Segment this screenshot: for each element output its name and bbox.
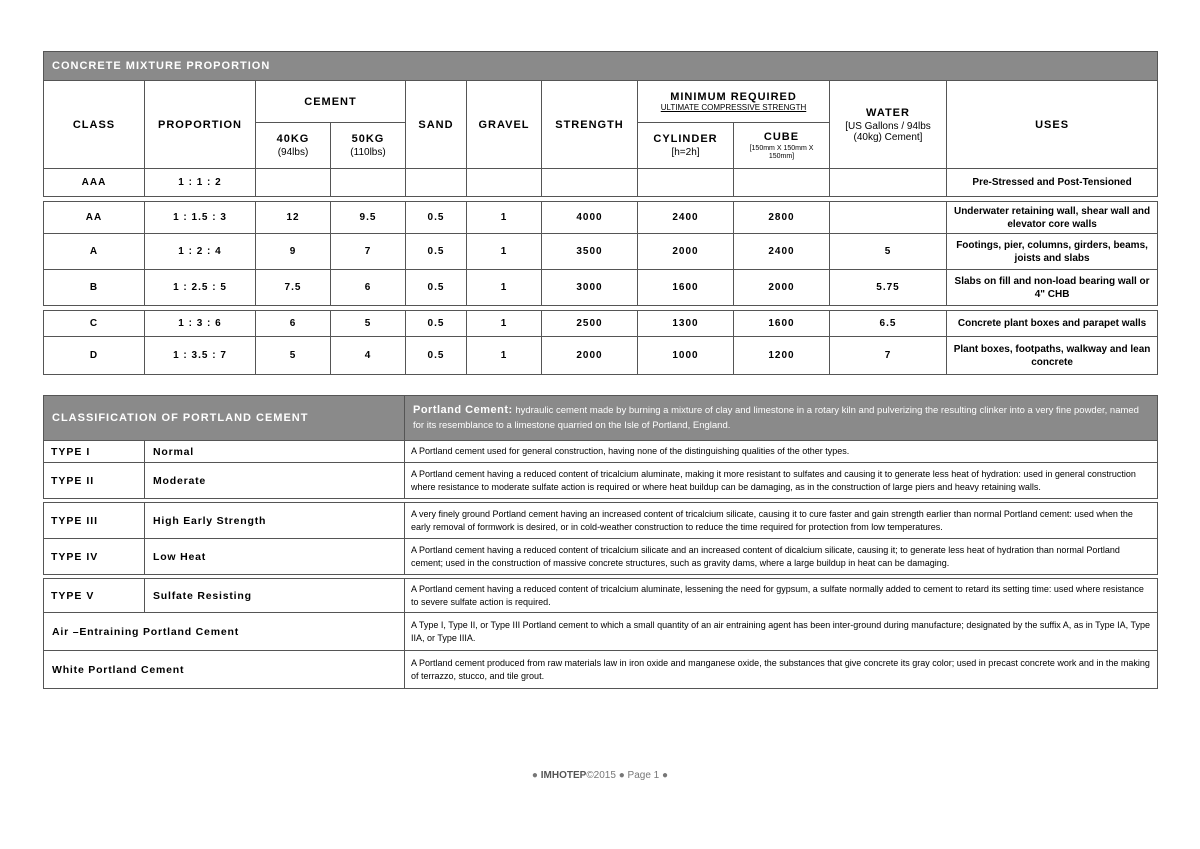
header-strength: STRENGTH <box>542 81 638 169</box>
class-cell: AA <box>44 202 145 234</box>
cube-sub: [150mm X 150mm X 150mm] <box>749 144 814 160</box>
type-name: Low Heat <box>145 539 405 575</box>
type-label: TYPE III <box>44 503 145 539</box>
cement-50kg-label: 50KG <box>351 133 385 145</box>
special-cement-description: A Type I, Type II, or Type III Portland cement to which a small quantity of an air entraining agent has been inter-ground during manufacture; designated by the suffix A, as in Type IA, Type IIA, or Type IIIA. <box>405 613 1158 651</box>
header-cement: CEMENT <box>256 81 406 123</box>
type-description: A Portland cement having a reduced content of tricalcium aluminate, making it more resistant to sulfates and causing it to generate less heat of hydration: used in general construction where resistance to moderate sulfate action is required or where heat buildup can be damaging, as in the construction of large piers and heavy retaining walls. <box>405 463 1158 499</box>
type-name: Moderate <box>145 463 405 499</box>
bullet-icon: ● <box>618 770 625 781</box>
special-cement-name: Air –Entraining Portland Cement <box>44 613 405 651</box>
strength-cell: 3500 <box>542 234 638 270</box>
list-item <box>44 651 1158 689</box>
water-cell: 5 <box>830 234 947 270</box>
gravel-cell: 1 <box>467 202 542 234</box>
uses-cell: Concrete plant boxes and parapet walls <box>947 311 1158 337</box>
gravel-cell: 1 <box>467 311 542 337</box>
type-name: High Early Strength <box>145 503 405 539</box>
type-label: TYPE I <box>44 441 145 463</box>
strength-cell: 2000 <box>542 337 638 375</box>
cement-50kg-cell: 5 <box>331 311 406 337</box>
header-cement-50kg <box>331 123 406 169</box>
type-label: TYPE IV <box>44 539 145 575</box>
cement-50kg-cell: 9.5 <box>331 202 406 234</box>
header-sand: SAND <box>406 81 467 169</box>
uses-cell: Underwater retaining wall, shear wall and elevator core walls <box>947 202 1158 234</box>
header-gravel: GRAVEL <box>467 81 542 169</box>
cement-50kg-sub: (110lbs) <box>350 147 386 158</box>
footer-page-number: Page 1 <box>627 770 660 781</box>
gravel-cell: 1 <box>467 270 542 306</box>
uses-cell: Plant boxes, footpaths, walkway and lean concrete <box>947 337 1158 375</box>
cylinder-sub: [h=2h] <box>671 147 700 158</box>
cement-40kg-cell <box>256 169 331 197</box>
cube-cell: 2000 <box>734 270 830 306</box>
table-row <box>44 169 1158 197</box>
cement-40kg-label: 40KG <box>276 133 310 145</box>
portland-cement-classification-table <box>43 395 1158 689</box>
proportion-cell: 1 : 2.5 : 5 <box>145 270 256 306</box>
footer-copyright: ©2015 <box>586 770 616 781</box>
strength-cell: 4000 <box>542 202 638 234</box>
cement-40kg-sub: (94lbs) <box>277 147 309 158</box>
type-name: Normal <box>145 441 405 463</box>
cube-cell: 2400 <box>734 234 830 270</box>
cylinder-cell: 2400 <box>638 202 734 234</box>
proportion-cell: 1 : 3.5 : 7 <box>145 337 256 375</box>
gravel-cell: 1 <box>467 234 542 270</box>
cube-cell: 1600 <box>734 311 830 337</box>
type-label: TYPE II <box>44 463 145 499</box>
bullet-icon: ● <box>531 770 538 781</box>
cube-cell: 1200 <box>734 337 830 375</box>
type-description: A Portland cement having a reduced content of tricalcium aluminate, lessening the need for gypsum, a sulfate normally added to cement to retard its setting time: used where resistance to severe sulfate action is required. <box>405 579 1158 613</box>
list-item <box>44 463 1158 499</box>
list-item <box>44 579 1158 613</box>
special-cement-name: White Portland Cement <box>44 651 405 689</box>
strength-cell: 3000 <box>542 270 638 306</box>
sand-cell: 0.5 <box>406 270 467 306</box>
uses-cell: Slabs on fill and non-load bearing wall or 4" CHB <box>947 270 1158 306</box>
list-item <box>44 613 1158 651</box>
header-cylinder <box>638 123 734 169</box>
cement-40kg-cell: 6 <box>256 311 331 337</box>
concrete-mixture-table <box>43 51 1158 375</box>
bullet-icon: ● <box>662 770 669 781</box>
ultimate-strength-label: ULTIMATE COMPRESSIVE STRENGTH <box>660 103 807 112</box>
cement-50kg-cell: 4 <box>331 337 406 375</box>
cube-label: CUBE <box>763 130 800 143</box>
sand-cell: 0.5 <box>406 311 467 337</box>
proportion-cell: 1 : 1.5 : 3 <box>145 202 256 234</box>
header-cement-40kg <box>256 123 331 169</box>
page-footer <box>0 770 1200 781</box>
water-cell: 7 <box>830 337 947 375</box>
strength-cell <box>542 169 638 197</box>
type-description: A very finely ground Portland cement having an increased content of tricalcium silicate, causing it to cure faster and gain strength earlier than normal Portland cement: used when the early removal of formwork is desired, or in cold-weather construction to reduce the time required for protection from low temperatures. <box>405 503 1158 539</box>
cube-cell <box>734 169 830 197</box>
water-cell: 5.75 <box>830 270 947 306</box>
table-row <box>44 270 1158 306</box>
proportion-cell: 1 : 1 : 2 <box>145 169 256 197</box>
class-cell: A <box>44 234 145 270</box>
header-cube <box>734 123 830 169</box>
type-name: Sulfate Resisting <box>145 579 405 613</box>
cylinder-cell <box>638 169 734 197</box>
list-item <box>44 503 1158 539</box>
sand-cell: 0.5 <box>406 202 467 234</box>
mixture-title: CONCRETE MIXTURE PROPORTION <box>44 52 1158 81</box>
cylinder-cell: 1600 <box>638 270 734 306</box>
definition-term: Portland Cement: <box>413 404 513 416</box>
proportion-cell: 1 : 3 : 6 <box>145 311 256 337</box>
header-minimum-required <box>638 81 830 123</box>
cement-50kg-cell: 7 <box>331 234 406 270</box>
list-item <box>44 539 1158 575</box>
table-row <box>44 311 1158 337</box>
class-cell: C <box>44 311 145 337</box>
proportion-cell: 1 : 2 : 4 <box>145 234 256 270</box>
strength-cell: 2500 <box>542 311 638 337</box>
type-description: A Portland cement used for general construction, having none of the distinguishing qualities of the other types. <box>405 441 1158 463</box>
water-cell <box>830 202 947 234</box>
header-proportion: PROPORTION <box>145 81 256 169</box>
header-class: CLASS <box>44 81 145 169</box>
water-cell <box>830 169 947 197</box>
gravel-cell: 1 <box>467 337 542 375</box>
portland-cement-definition <box>405 396 1158 441</box>
class-cell: AAA <box>44 169 145 197</box>
cement-40kg-cell: 7.5 <box>256 270 331 306</box>
sand-cell: 0.5 <box>406 234 467 270</box>
water-cell: 6.5 <box>830 311 947 337</box>
gravel-cell <box>467 169 542 197</box>
cylinder-cell: 2000 <box>638 234 734 270</box>
class-cell: D <box>44 337 145 375</box>
cement-40kg-cell: 5 <box>256 337 331 375</box>
header-water <box>830 81 947 169</box>
uses-cell: Footings, pier, columns, girders, beams, joists and slabs <box>947 234 1158 270</box>
cylinder-cell: 1000 <box>638 337 734 375</box>
sand-cell: 0.5 <box>406 337 467 375</box>
cement-50kg-cell: 6 <box>331 270 406 306</box>
min-required-label: MINIMUM REQUIRED <box>670 91 797 103</box>
cube-cell: 2800 <box>734 202 830 234</box>
type-description: A Portland cement having a reduced content of tricalcium silicate and an increased content of dicalcium silicate, causing it; to generate less heat of hydration than normal Portland cement; used in the construction of massive concrete structures, such as gravity dams, where a large buildup in heat can be damaging. <box>405 539 1158 575</box>
cement-50kg-cell <box>331 169 406 197</box>
water-label: WATER <box>866 106 910 119</box>
cylinder-label: CYLINDER <box>653 133 718 145</box>
classification-title: CLASSIFICATION OF PORTLAND CEMENT <box>44 396 405 441</box>
list-item <box>44 441 1158 463</box>
cement-40kg-cell: 12 <box>256 202 331 234</box>
class-cell: B <box>44 270 145 306</box>
table-row <box>44 202 1158 234</box>
special-cement-description: A Portland cement produced from raw materials law in iron oxide and manganese oxide, the substances that give concrete its gray color; used in precast concrete work and in the making of terrazzo, stucco, and tile grout. <box>405 651 1158 689</box>
sand-cell <box>406 169 467 197</box>
uses-cell: Pre-Stressed and Post-Tensioned <box>947 169 1158 197</box>
water-sub-label: [US Gallons / 94lbs (40kg) Cement] <box>845 120 931 143</box>
definition-text: hydraulic cement made by burning a mixture of clay and limestone in a rotary kiln and pulverizing the resulting clinker into a very fine powder, named for its resemblance to a limestone quarried on the Isle of Portland, England. <box>413 405 1139 431</box>
table-row <box>44 234 1158 270</box>
table-row <box>44 337 1158 375</box>
header-uses: USES <box>947 81 1158 169</box>
cement-40kg-cell: 9 <box>256 234 331 270</box>
type-label: TYPE V <box>44 579 145 613</box>
footer-brand: IMHOTEP <box>540 770 587 781</box>
cylinder-cell: 1300 <box>638 311 734 337</box>
